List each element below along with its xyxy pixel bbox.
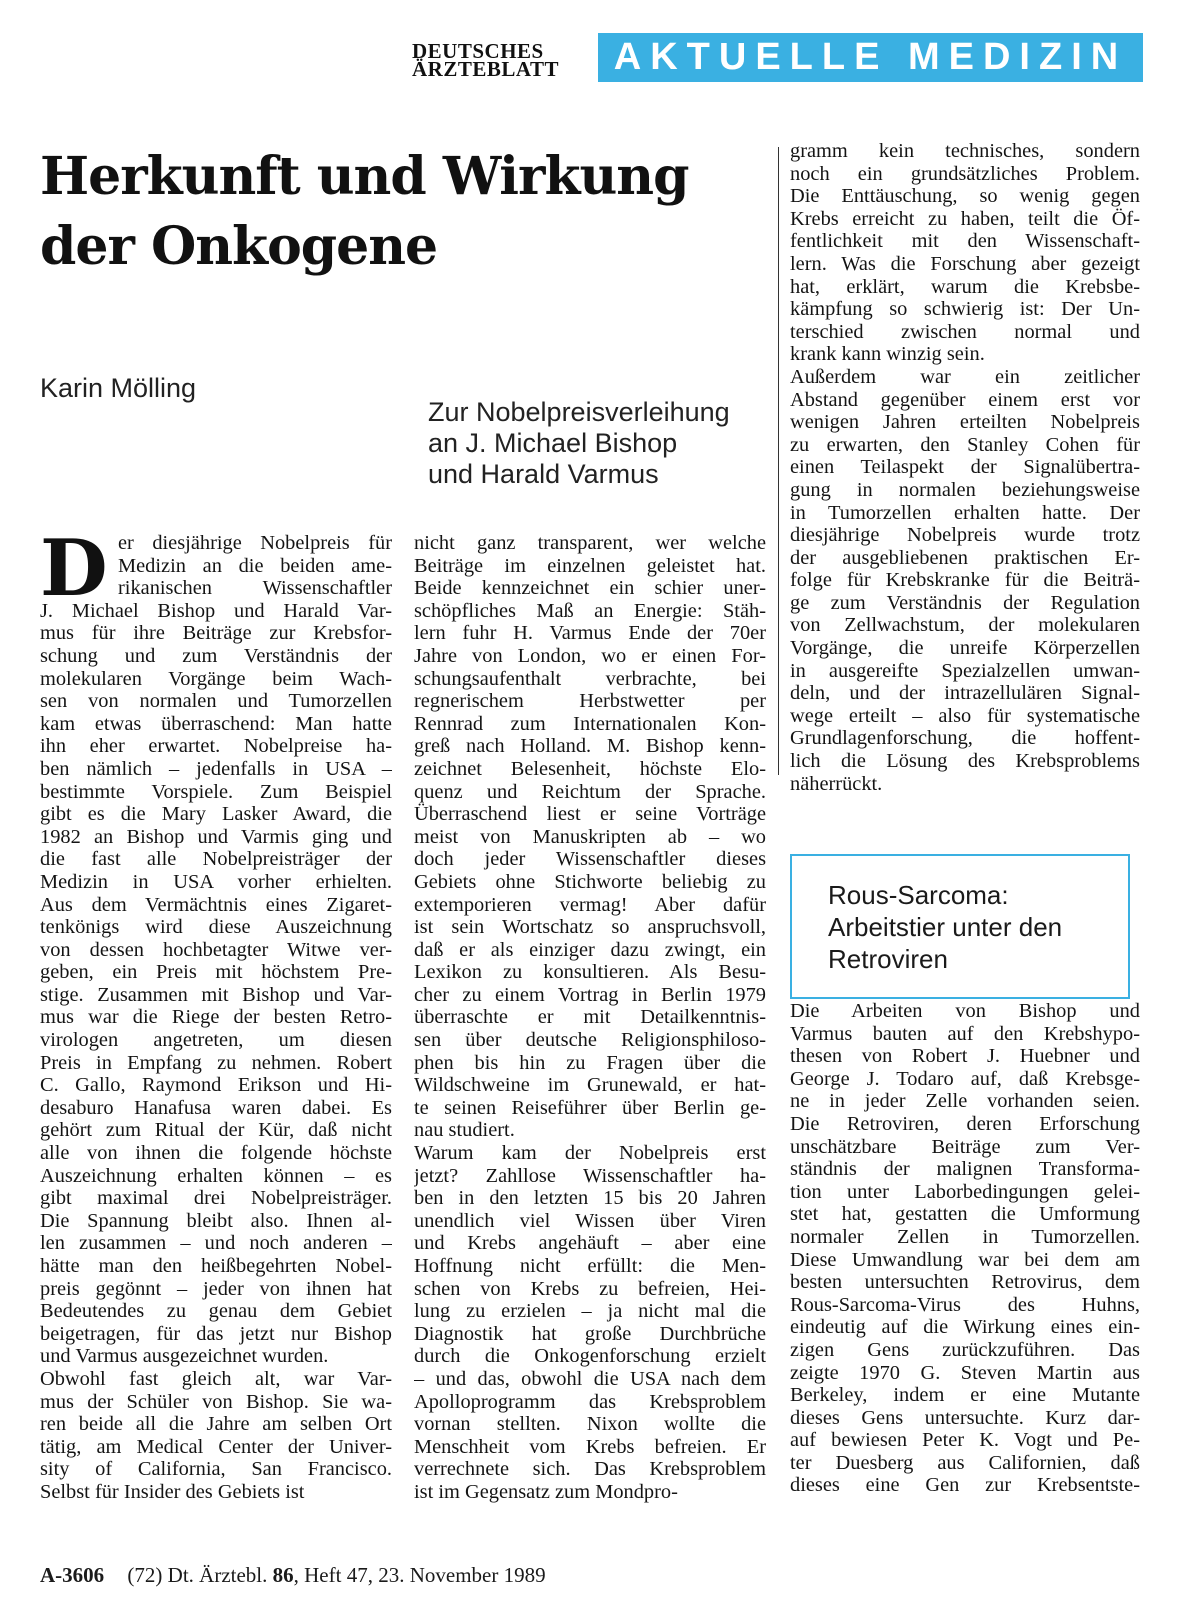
citation-prefix: (72) Dt. Ärztebl. <box>127 1563 268 1587</box>
text-line: mus für ihre Beiträge zur Krebsfor- <box>40 622 392 645</box>
citation-suffix: , Heft 47, 23. November 1989 <box>293 1563 546 1587</box>
text-line: gibt maximal drei Nobelpreisträger. <box>40 1187 392 1210</box>
text-line: Auszeichnung erhalten können – es <box>40 1164 392 1187</box>
text-line: ne in jeder Zelle vorhanden seien. <box>790 1090 1140 1113</box>
text-column-2 <box>414 532 766 1504</box>
text-line: krank kann winzig sein. <box>790 343 985 366</box>
subtitle-line: und Harald Varmus <box>428 459 659 489</box>
text-line: virologen angetreten, um diesen <box>40 1029 392 1052</box>
text-line: lern fuhr H. Varmus Ende der 70er <box>414 622 766 645</box>
text-line: ge zum Verständnis der Regulation <box>790 591 1140 614</box>
text-line: dieses eine Gen zur Krebsentste- <box>790 1474 1140 1497</box>
text-line: rikanischen Wissenschaftler <box>118 577 392 600</box>
text-line: cher zu einem Vortrag in Berlin 1979 <box>414 983 766 1006</box>
text-line: extemporieren vermag! Aber dafür <box>414 893 766 916</box>
text-line: Vorgänge, die unreife Körperzellen <box>790 637 1140 660</box>
text-line: gramm kein technisches, sondern <box>790 140 1140 162</box>
text-column-3-bottom <box>790 1000 1140 1497</box>
text-line: schöpfliches Maß an Energie: Stäh- <box>414 599 766 622</box>
text-line: ter Duesberg aus Californien, daß <box>790 1451 1140 1474</box>
article-title-line-1: Herkunft und Wirkung <box>40 146 689 207</box>
text-line: auf bewiesen Peter K. Vogt und Pe- <box>790 1429 1140 1452</box>
text-line: greß nach Holland. M. Bishop kenn- <box>414 735 766 758</box>
text-line: Apolloprogramm das Krebsproblem <box>414 1390 766 1413</box>
text-line: geben, ein Preis mit höchstem Pre- <box>40 961 392 984</box>
text-line: desaburo Hanafusa waren dabei. Es <box>40 1096 392 1119</box>
text-line: normaler Zellen in Tumorzellen. <box>790 1225 1140 1248</box>
text-line: vornan stellten. Nixon wollte die <box>414 1413 766 1436</box>
subtitle-line: Zur Nobelpreisverleihung <box>428 397 730 427</box>
text-line: tätig, am Medical Center der Univer- <box>40 1435 392 1458</box>
text-line: 1982 an Bishop und Varmis ging und <box>40 825 392 848</box>
text-line: hat, erklärt, warum die Krebsbe- <box>790 275 1140 298</box>
text-line: mus der Schüler von Bishop. Sie wa- <box>40 1390 392 1413</box>
column-rule <box>778 147 779 775</box>
text-line: ist im Gegensatz zum Mondpro- <box>414 1480 678 1503</box>
text-line: fentlichkeit mit den Wissenschaft- <box>790 230 1140 253</box>
text-line: jetzt? Zahllose Wissenschaftler ha- <box>414 1164 766 1187</box>
text-line: kämpfung so schwierig ist: Der Un- <box>790 298 1140 321</box>
article-subtitle <box>428 397 768 490</box>
text-line: sen von normalen und Tumorzellen <box>40 690 392 713</box>
text-line: einen Teilaspekt der Signalübertra- <box>790 456 1140 479</box>
info-box <box>790 854 1130 999</box>
text-line: Aus dem Vermächtnis eines Zigaret- <box>40 893 392 916</box>
text-line: ben nämlich – jedenfalls in USA – <box>40 757 392 780</box>
text-line: Diese Umwandlung war bei dem am <box>790 1248 1140 1271</box>
subtitle-line: an J. Michael Bishop <box>428 428 678 458</box>
text-line: folge für Krebskranke für die Beiträ- <box>790 569 1140 592</box>
text-line: daß er als einziger dazu zwingt, ein <box>414 938 766 961</box>
text-line: Menschheit vom Krebs befreien. Er <box>414 1435 766 1458</box>
text-line: lern. Was die Forschung aber gezeigt <box>790 252 1140 275</box>
text-line: schung und zum Verständnis der <box>40 644 392 667</box>
page-footer <box>40 1563 740 1588</box>
text-line: besten untersuchten Retrovirus, dem <box>790 1271 1140 1294</box>
text-line: Krebs erreicht zu haben, teilt die Öf- <box>790 207 1140 230</box>
text-line: in Tumorzellen erhalten hatte. Der <box>790 501 1140 524</box>
text-line: Varmus bauten auf den Krebshypo- <box>790 1022 1140 1045</box>
article-title <box>40 142 770 282</box>
text-line: Gebiets ohne Stichworte beliebig zu <box>414 870 766 893</box>
text-line: phen bis hin zu Fragen über die <box>414 1051 766 1074</box>
text-line: Abstand gegenüber einem erst vor <box>790 388 1140 411</box>
drop-cap: D <box>40 523 108 614</box>
text-line: er diesjährige Nobelpreis für <box>118 532 392 554</box>
text-line: unschätzbare Beiträge zum Ver- <box>790 1135 1140 1158</box>
text-line: Überraschend liest er seine Vorträge <box>414 803 766 826</box>
text-line: Rous-Sarcoma-Virus des Huhns, <box>790 1293 1140 1316</box>
text-column-1 <box>40 523 392 1504</box>
text-line: bestimmte Vorspiele. Zum Beispiel <box>40 780 392 803</box>
publication-name-line-1: DEUTSCHES <box>412 39 544 63</box>
text-line: in ausgereifte Spezialzellen umwan- <box>790 659 1140 682</box>
text-line: verrechnete sich. Das Krebsproblem <box>414 1458 766 1481</box>
text-line: deln, und der intrazellulären Signal- <box>790 682 1140 705</box>
text-line: Hoffnung nicht erfüllt: die Men- <box>414 1255 766 1277</box>
section-banner: AKTUELLE MEDIZIN <box>598 33 1143 82</box>
text-line: – und das, obwohl die USA nach dem <box>414 1367 766 1390</box>
text-line: tenkönigs wird diese Auszeichnung <box>40 916 392 939</box>
text-line: schungsaufenthalt verbrachte, bei <box>414 667 766 690</box>
text-line: Diagnostik hat große Durchbrüche <box>414 1322 766 1345</box>
text-line: Wildschweine im Grunewald, er hat- <box>414 1074 766 1097</box>
text-line: Jahre von London, wo er einen For- <box>414 644 766 667</box>
text-line: sity of California, San Francisco. <box>40 1458 392 1481</box>
text-line: George J. Todaro auf, daß Krebsge- <box>790 1067 1140 1090</box>
text-line: meist von Manuskripten ab – wo <box>414 825 766 848</box>
citation-volume: 86 <box>272 1563 294 1587</box>
text-line: gehört zum Ritual der Kür, daß nicht <box>40 1119 392 1142</box>
text-line: Grundlagenforschung, die hoffent- <box>790 727 1140 750</box>
text-line: ständnis der malignen Transforma- <box>790 1158 1140 1181</box>
text-line: der ausgebliebenen praktischen Er- <box>790 546 1140 569</box>
text-line: unendlich viel Wissen über Viren <box>414 1209 766 1232</box>
text-line: Beide kennzeichnet ein schier uner- <box>414 577 766 600</box>
text-line: noch ein grundsätzliches Problem. <box>790 162 1140 185</box>
text-line: und Krebs angehäuft – aber eine <box>414 1232 766 1255</box>
text-line: zigen Gens zurückzuführen. Das <box>790 1338 1140 1361</box>
text-line: gibt es die Mary Lasker Award, die <box>40 803 392 826</box>
text-line: hätte man den heißbegehrten Nobel- <box>40 1255 392 1277</box>
text-line: tion unter Laborbedingungen gelei- <box>790 1180 1140 1203</box>
text-line: ihn eher erwartet. Nobelpreise ha- <box>40 735 392 758</box>
text-line: Medizin in USA vorher erhielten. <box>40 870 392 893</box>
text-line: lich die Lösung des Krebsproblems <box>790 750 1140 773</box>
text-line: von dessen hochbetagter Witwe ver- <box>40 938 392 961</box>
text-line: und Varmus ausgezeichnet wurden. <box>40 1345 329 1368</box>
text-line: mus war die Riege der besten Retro- <box>40 1006 392 1029</box>
publication-name-line-2: ÄRZTEBLATT <box>412 57 559 81</box>
text-line: Medizin an die beiden ame- <box>118 554 392 577</box>
text-line: Außerdem war ein zeitlicher <box>790 365 1140 388</box>
text-line: Die Arbeiten von Bishop und <box>790 1000 1140 1022</box>
text-line: überraschte er mit Detailkenntnis- <box>414 1006 766 1029</box>
info-box-title-line: Arbeitstier unter den <box>828 912 1063 942</box>
text-line: ist sein Wortschatz so anspruchsvoll, <box>414 916 766 939</box>
text-line: eindeutig auf die Wirkung eines ein- <box>790 1316 1140 1339</box>
text-line: C. Gallo, Raymond Erikson und Hi- <box>40 1074 392 1097</box>
text-line: sen über deutsche Religionsphiloso- <box>414 1029 766 1052</box>
info-box-title <box>828 879 1062 975</box>
text-line: Bedeutendes zu genau dem Gebiet <box>40 1300 392 1323</box>
text-line: wege erteilt – also für systematische <box>790 704 1140 727</box>
text-line: regnerischem Herbstwetter per <box>414 690 766 713</box>
text-line: terschied zwischen normal und <box>790 320 1140 343</box>
text-line: beigetragen, für das jetzt nur Bishop <box>40 1322 392 1345</box>
text-line: näherrückt. <box>790 772 883 795</box>
text-line: J. Michael Bishop und Harald Var- <box>40 599 392 622</box>
text-line: Die Retroviren, deren Erforschung <box>790 1112 1140 1135</box>
page-number: A-3606 <box>40 1563 105 1587</box>
text-column-3-top <box>790 140 1140 795</box>
text-line: gung in normalen beziehungsweise <box>790 478 1140 501</box>
text-line: Beiträge im einzelnen geleistet hat. <box>414 554 766 577</box>
text-line: schen von Krebs zu befreien, Hei- <box>414 1277 766 1300</box>
info-box-title-line: Rous-Sarcoma: <box>828 880 1009 910</box>
text-line: quenz und Reichtum der Sprache. <box>414 780 766 803</box>
text-line: Selbst für Insider des Gebiets ist <box>40 1480 305 1503</box>
text-line: diesjährige Nobelpreis wurde trotz <box>790 524 1140 547</box>
text-line: thesen von Robert J. Huebner und <box>790 1045 1140 1068</box>
text-line: Obwohl fast gleich alt, war Var- <box>40 1367 392 1390</box>
article-title-line-2: der Onkogene <box>40 216 438 277</box>
text-line: te seinen Reiseführer über Berlin ge- <box>414 1096 766 1119</box>
text-line: nau studiert. <box>414 1119 515 1142</box>
text-line: lung zu erzielen – ja nicht mal die <box>414 1300 766 1323</box>
text-line: kam etwas überraschend: Man hatte <box>40 712 392 735</box>
text-line: stet hat, gestatten die Umformung <box>790 1203 1140 1226</box>
text-line: die fast alle Nobelpreisträger der <box>40 848 392 871</box>
text-line: alle von ihnen die folgende höchste <box>40 1142 392 1165</box>
text-line: zu erwarten, den Stanley Cohen für <box>790 433 1140 456</box>
text-line: zeigte 1970 G. Steven Martin aus <box>790 1361 1140 1384</box>
author-name: Karin Mölling <box>40 373 197 403</box>
text-line: durch die Onkogenforschung erzielt <box>414 1345 766 1368</box>
text-line: Berkeley, indem er eine Mutante <box>790 1384 1140 1407</box>
text-line: preis gegönnt – jeder von ihnen hat <box>40 1277 392 1300</box>
text-line: doch jeder Wissenschaftler dieses <box>414 848 766 871</box>
text-line: ren beide all die Jahre am selben Ort <box>40 1413 392 1436</box>
text-line: Preis in Empfang zu nehmen. Robert <box>40 1051 392 1074</box>
text-line: Die Spannung bleibt also. Ihnen al- <box>40 1209 392 1232</box>
text-line: dieses Gens untersuchte. Kurz dar- <box>790 1406 1140 1429</box>
text-line: Die Enttäuschung, so wenig gegen <box>790 185 1140 208</box>
text-line: Lexikon zu konsultieren. Als Besu- <box>414 961 766 984</box>
text-line: ben in den letzten 15 bis 20 Jahren <box>414 1187 766 1210</box>
text-line: Rennrad zum Internationalen Kon- <box>414 712 766 735</box>
text-line: len zusammen – und noch anderen – <box>40 1232 392 1255</box>
text-line: stige. Zusammen mit Bishop und Var- <box>40 983 392 1006</box>
text-line: molekularen Vorgänge beim Wach- <box>40 667 392 690</box>
publication-name <box>412 39 588 81</box>
info-box-title-line: Retroviren <box>828 944 948 974</box>
text-line: von Zellwachstum, der molekularen <box>790 614 1140 637</box>
text-line: zeichnet Belesenheit, höchste Elo- <box>414 757 766 780</box>
text-line: nicht ganz transparent, wer welche <box>414 532 766 554</box>
text-line: wenigen Jahren erteilten Nobelpreis <box>790 411 1140 434</box>
text-line: Warum kam der Nobelpreis erst <box>414 1142 766 1165</box>
